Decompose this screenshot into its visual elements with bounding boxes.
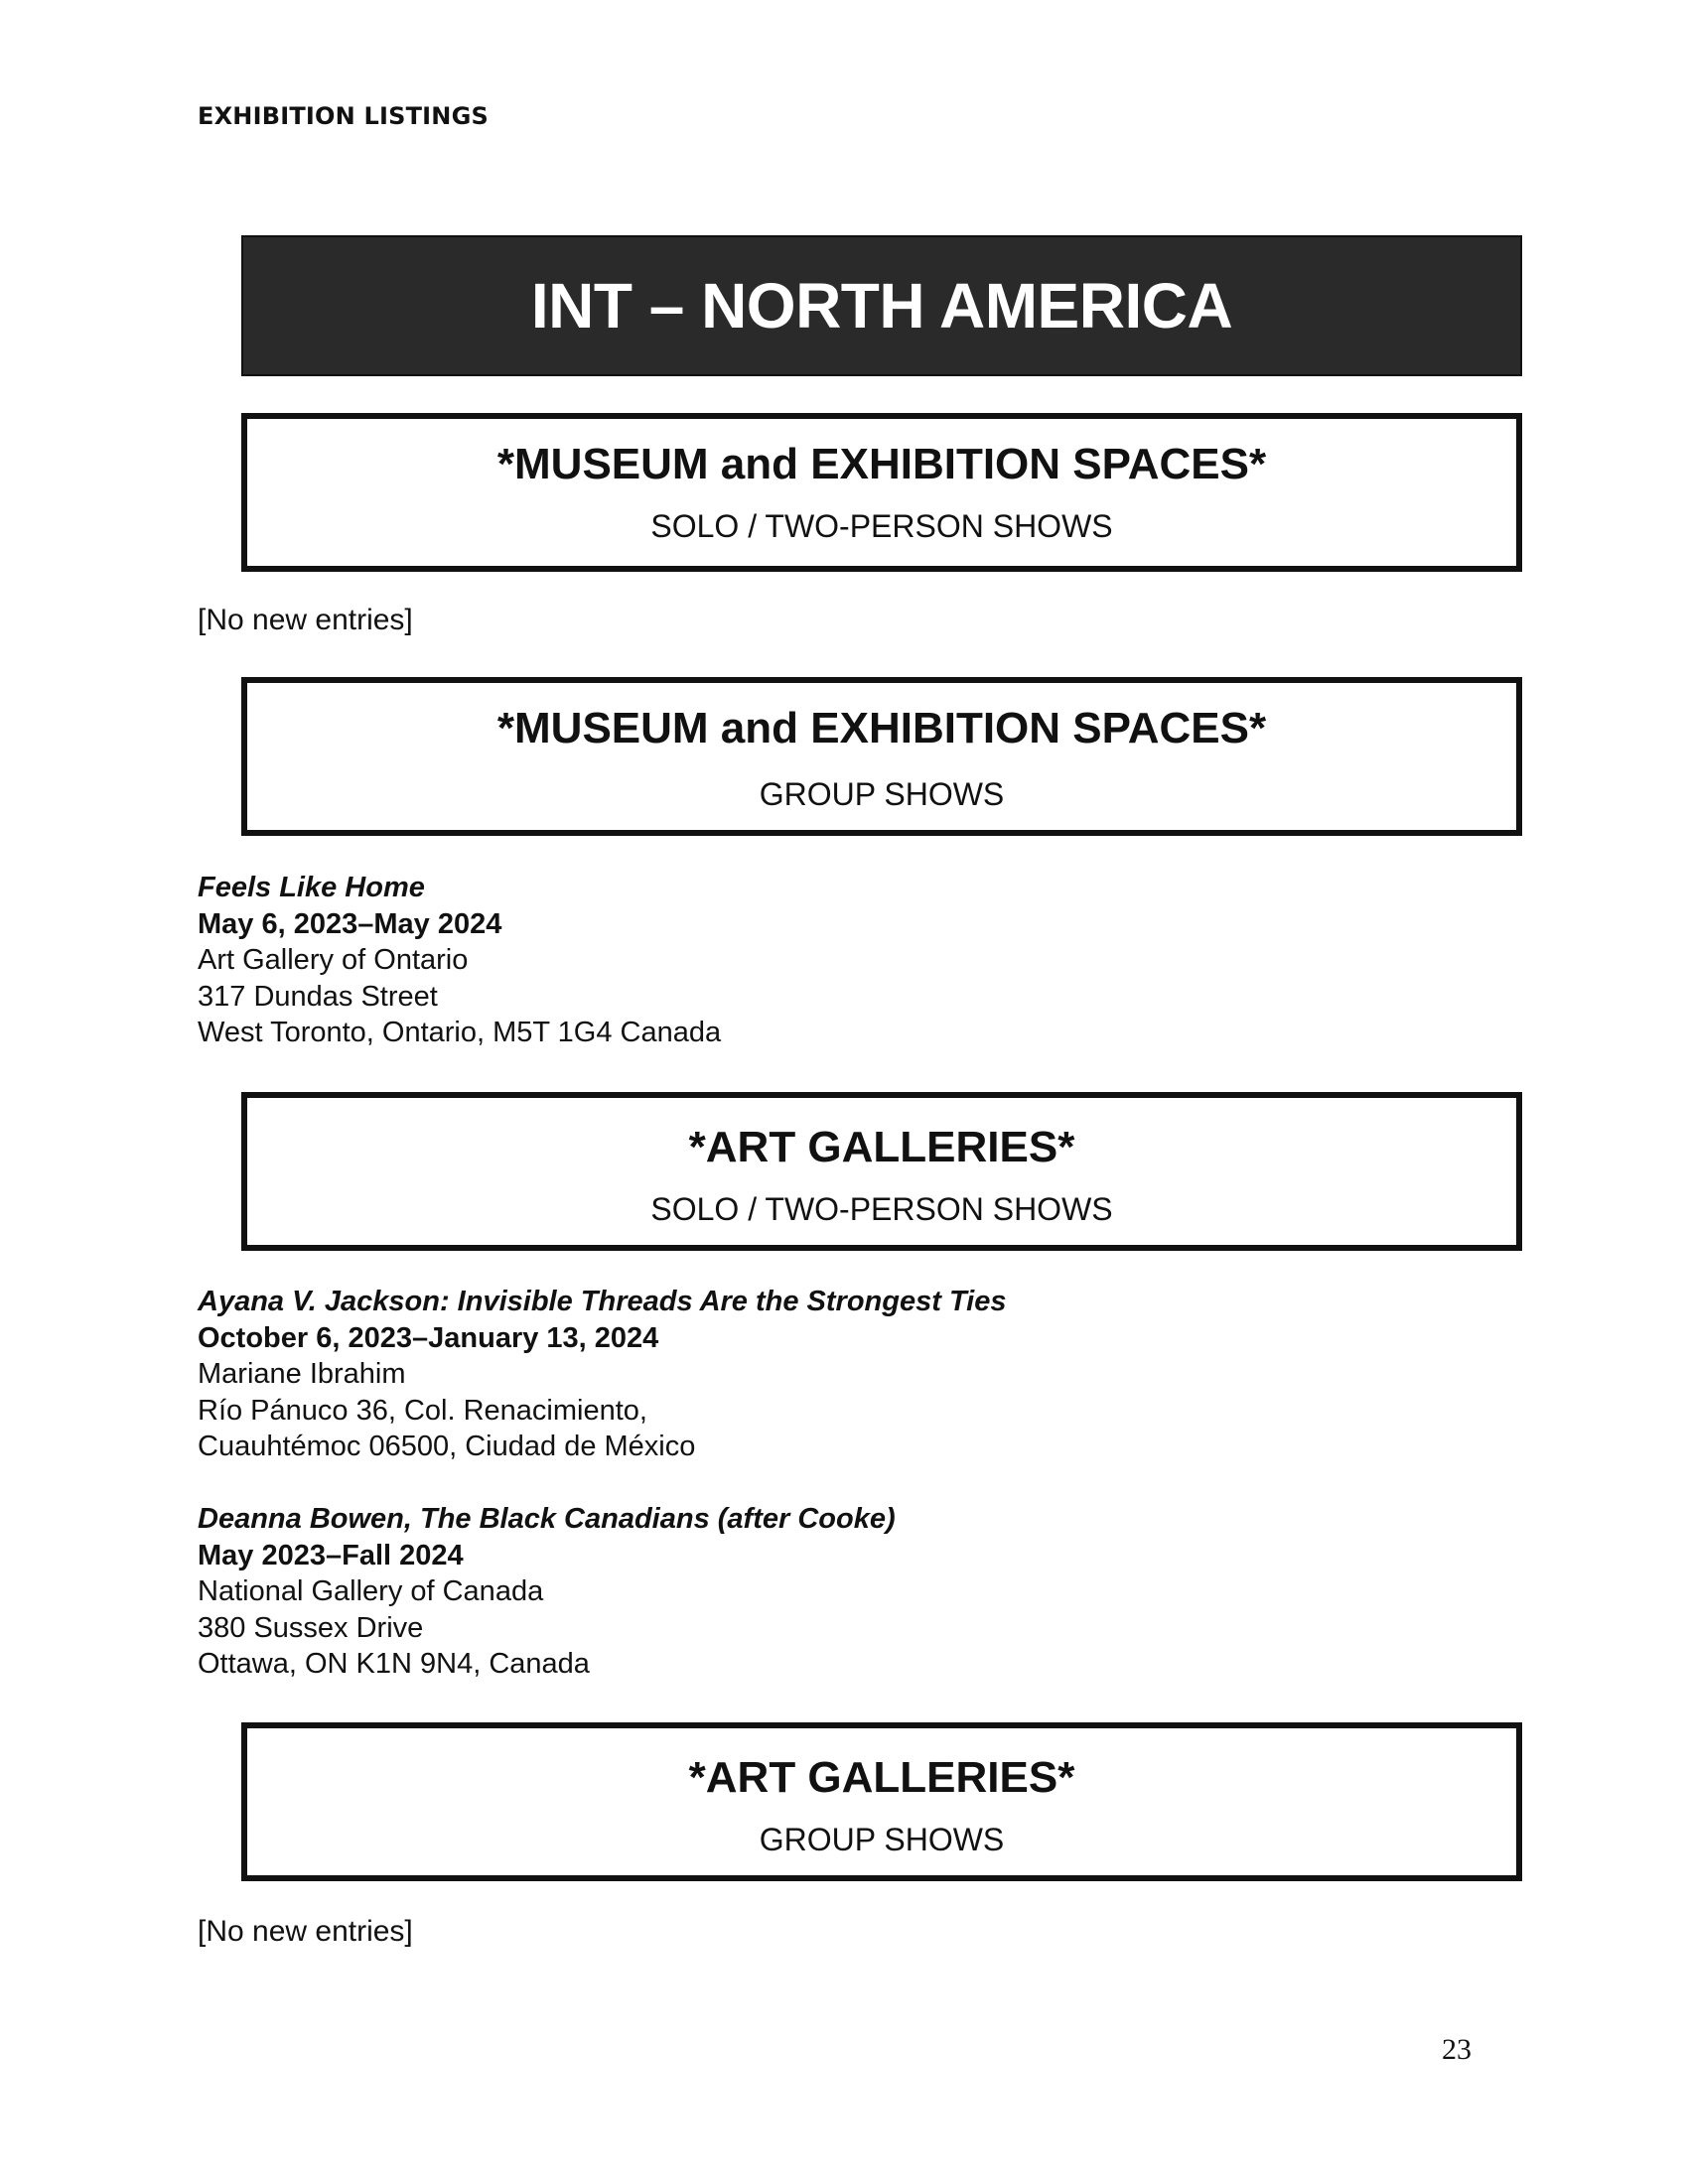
exhibition-entry — [198, 870, 721, 1051]
exhibition-title: Ayana V. Jackson: Invisible Threads Are the Strongest Ties — [198, 1286, 1007, 1317]
exhibition-dates: May 6, 2023–May 2024 — [198, 907, 502, 940]
exhibition-dates: May 2023–Fall 2024 — [198, 1539, 464, 1571]
page-number: 23 — [1442, 2033, 1472, 2066]
exhibition-dates: October 6, 2023–January 13, 2024 — [198, 1321, 659, 1354]
exhibition-address-line2: West Toronto, Ontario, M5T 1G4 Canada — [198, 1017, 722, 1048]
section-subtitle: GROUP SHOWS — [759, 776, 1005, 812]
section-subtitle: GROUP SHOWS — [759, 1822, 1005, 1857]
section-title: *ART GALLERIES* — [688, 1753, 1075, 1802]
exhibition-address-line1: 380 Sussex Drive — [198, 1611, 424, 1644]
section-title: *MUSEUM and EXHIBITION SPACES* — [496, 440, 1267, 488]
exhibition-entry — [198, 1284, 1006, 1465]
exhibition-address-line1: Río Pánuco 36, Col. Renacimiento, — [198, 1394, 647, 1427]
exhibition-venue: National Gallery of Canada — [198, 1575, 544, 1607]
no-entries-note: [No new entries] — [198, 604, 413, 636]
exhibition-address-line2: Ottawa, ON K1N 9N4, Canada — [198, 1648, 590, 1680]
section-museum-group — [241, 677, 1522, 836]
exhibition-address-line2: Cuauhtémoc 06500, Ciudad de México — [198, 1431, 696, 1462]
section-museum-solo — [241, 413, 1522, 572]
exhibition-address-line1: 317 Dundas Street — [198, 980, 438, 1013]
section-subtitle: SOLO / TWO-PERSON SHOWS — [650, 1191, 1113, 1227]
section-galleries-group — [241, 1722, 1522, 1881]
section-title: *MUSEUM and EXHIBITION SPACES* — [496, 704, 1267, 752]
running-head: EXHIBITION LISTINGS — [198, 102, 489, 130]
no-entries-note: [No new entries] — [198, 1915, 413, 1948]
region-banner: INT – NORTH AMERICA — [241, 235, 1522, 376]
section-subtitle: SOLO / TWO-PERSON SHOWS — [650, 508, 1113, 544]
exhibition-title: Feels Like Home — [198, 872, 425, 903]
section-title: *ART GALLERIES* — [688, 1123, 1075, 1171]
exhibition-venue: Art Gallery of Ontario — [198, 944, 469, 976]
section-galleries-solo — [241, 1092, 1522, 1251]
exhibition-venue: Mariane Ibrahim — [198, 1358, 406, 1390]
exhibition-title: Deanna Bowen, The Black Canadians (after Cooke) — [198, 1503, 896, 1535]
exhibition-entry — [198, 1501, 896, 1683]
